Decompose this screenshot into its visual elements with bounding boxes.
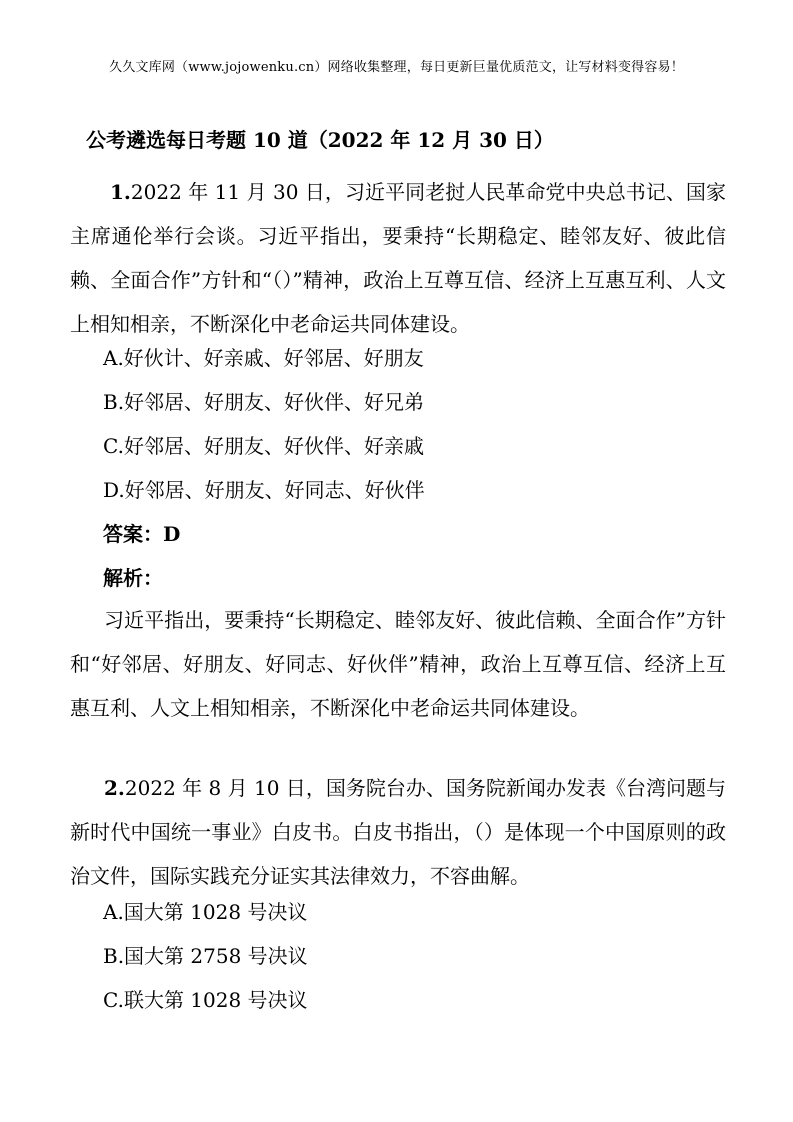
analysis-label: 解析：	[103, 566, 163, 590]
question-number: 1.	[110, 180, 131, 204]
page-header: 久久文库网（www.jojowenku.cn）网络收集整理，每日更新巨量优质范文，让写材料变得容易！	[109, 60, 684, 75]
option-c: C.好邻居、好朋友、好伙伴、好亲戚	[103, 434, 424, 458]
question-text: 2022 年 11 月 30 日，习近平同老挝人民革命党中央总书记、国家主席通伦举行会谈。习近平指出，要秉持“长期稳定、睦邻友好、彼此信赖、全面合作”方针和“（）”精神，政治上互尊互信、经济上互惠互利、人文上相知相亲，不断深化中老命运共同体建设。	[70, 180, 726, 336]
option-a: A.国大第 1028 号决议	[103, 900, 308, 924]
option-d: D.好邻居、好朋友、好同志、好伙伴	[103, 478, 425, 502]
option-b: B.国大第 2758 号决议	[103, 944, 308, 968]
option-c: C.联大第 1028 号决议	[103, 988, 308, 1012]
question-number: 2.	[104, 776, 125, 800]
analysis-text: 习近平指出，要秉持“长期稳定、睦邻友好、彼此信赖、全面合作”方针和“好邻居、好朋友、好同志、好伙伴”精神，政治上互尊互信、经济上互惠互利、人文上相知相亲，不断深化中老命运共同体建设。	[70, 608, 726, 720]
option-b: B.好邻居、好朋友、好伙伴、好兄弟	[103, 390, 425, 414]
answer: 答案：D	[103, 522, 181, 546]
question-2	[70, 766, 726, 898]
document-title: 公考遴选每日考题 10 道（2022 年 12 月 30 日）	[86, 128, 554, 152]
option-a: A.好伙计、好亲戚、好邻居、好朋友	[103, 346, 424, 370]
question-1	[70, 170, 726, 346]
question-text: 2022 年 8 月 10 日，国务院台办、国务院新闻办发表《台湾问题与新时代中国统一事业》白皮书。白皮书指出，（）是体现一个中国原则的政治文件，国际实践充分证实其法律效力，不容曲解。	[70, 776, 726, 888]
